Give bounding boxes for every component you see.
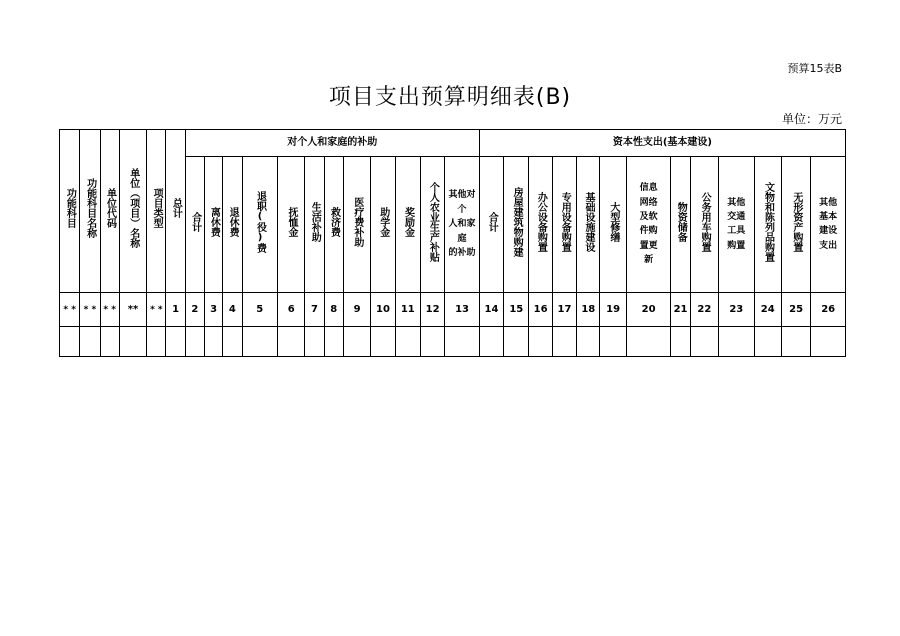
data-cell <box>305 327 324 357</box>
data-cell <box>147 327 166 357</box>
data-cell <box>278 327 305 357</box>
index-number: 13 <box>445 293 480 327</box>
index-number: 17 <box>552 293 576 327</box>
index-cell: * * <box>60 293 80 327</box>
index-number: 14 <box>479 293 503 327</box>
data-cell <box>754 327 781 357</box>
header-g2-other-vehicles: 其他 交通 工具 购置 <box>719 157 754 293</box>
data-cell <box>80 327 100 357</box>
header-g1-other: 其他对个 人和家庭 的补助 <box>445 157 480 293</box>
index-number: 22 <box>690 293 718 327</box>
data-cell <box>600 327 626 357</box>
data-cell <box>185 327 204 357</box>
data-cell <box>690 327 718 357</box>
index-number: 3 <box>205 293 223 327</box>
data-row <box>60 327 846 357</box>
header-g1-retired: 离休费 <box>205 157 223 293</box>
budget-table <box>59 129 846 357</box>
data-cell <box>205 327 223 357</box>
index-number: 18 <box>577 293 600 327</box>
index-number: 19 <box>600 293 626 327</box>
data-cell <box>529 327 552 357</box>
data-cell <box>811 327 846 357</box>
header-g2-total: 合计 <box>479 157 503 293</box>
data-cell <box>577 327 600 357</box>
data-cell <box>395 327 420 357</box>
index-row <box>60 293 846 327</box>
index-number: 16 <box>529 293 552 327</box>
data-cell <box>100 327 119 357</box>
index-number: 23 <box>719 293 754 327</box>
data-cell <box>223 327 242 357</box>
index-number: 21 <box>671 293 690 327</box>
header-project-type: 项目类型 <box>147 130 166 293</box>
index-number: 2 <box>185 293 204 327</box>
index-number: 6 <box>278 293 305 327</box>
index-number: 4 <box>223 293 242 327</box>
data-cell <box>552 327 576 357</box>
index-number: 15 <box>504 293 529 327</box>
index-number: 20 <box>626 293 671 327</box>
header-g1-agri-subsidy: 个人农业生产补贴 <box>420 157 444 293</box>
header-g2-official-car: 公务用车购置 <box>690 157 718 293</box>
header-g2-relics: 文物和陈列品购置 <box>754 157 781 293</box>
header-g2-office-equipment: 办公设备购置 <box>529 157 552 293</box>
index-number: 24 <box>754 293 781 327</box>
header-g2-other-construction: 其他 基本 建设 支出 <box>811 157 846 293</box>
header-unit-code: 单位代码 <box>100 130 119 293</box>
index-number: 1 <box>166 293 185 327</box>
data-cell <box>781 327 810 357</box>
index-number: 8 <box>324 293 343 327</box>
data-cell <box>445 327 480 357</box>
data-cell <box>166 327 185 357</box>
page-title: 项目支出预算明细表(B) <box>328 85 572 110</box>
index-number: 7 <box>305 293 324 327</box>
header-g1-medical: 医疗费补助 <box>343 157 370 293</box>
index-cell: * * <box>80 293 100 327</box>
header-g1-total: 合计 <box>185 157 204 293</box>
data-cell <box>671 327 690 357</box>
index-number: 12 <box>420 293 444 327</box>
header-func-name: 功能科目名称 <box>80 130 100 293</box>
index-cell: * * <box>147 293 166 327</box>
header-g2-major-repair: 大型修缮 <box>600 157 626 293</box>
data-cell <box>479 327 503 357</box>
index-cell: ** <box>119 293 146 327</box>
form-number: 预算15表B <box>787 62 842 75</box>
data-cell <box>626 327 671 357</box>
index-number: 26 <box>811 293 846 327</box>
index-number: 9 <box>343 293 370 327</box>
header-g1-scholarship: 助学金 <box>371 157 395 293</box>
header-g2-material-reserve: 物资储备 <box>671 157 690 293</box>
header-g1-pension: 退休费 <box>223 157 242 293</box>
index-number: 5 <box>242 293 277 327</box>
header-g2-buildings: 房屋建筑物购建 <box>504 157 529 293</box>
unit-label: 单位：万元 <box>781 112 842 126</box>
data-cell <box>343 327 370 357</box>
data-cell <box>60 327 80 357</box>
index-number: 11 <box>395 293 420 327</box>
data-cell <box>242 327 277 357</box>
data-cell <box>719 327 754 357</box>
header-g1-living-subsidy: 生活补助 <box>305 157 324 293</box>
data-cell <box>371 327 395 357</box>
data-cell <box>324 327 343 357</box>
header-g1-bonus: 奖励金 <box>395 157 420 293</box>
header-g1-relief: 救济费 <box>324 157 343 293</box>
header-g2-infrastructure: 基础设施建设 <box>577 157 600 293</box>
header-g2-special-equipment: 专用设备购置 <box>552 157 576 293</box>
header-g1-compensation: 抚恤金 <box>278 157 305 293</box>
header-group-personal-subsidy: 对个人和家庭的补助 <box>185 130 479 157</box>
index-number: 25 <box>781 293 810 327</box>
header-g2-it-software: 信息 网络 及软 件购 置更 新 <box>626 157 671 293</box>
index-number: 10 <box>371 293 395 327</box>
header-g1-resignation: 退职(役)费 <box>242 157 277 293</box>
header-unit-name: 单位（项目）名称 <box>119 130 146 293</box>
header-grand-total: 总计 <box>166 130 185 293</box>
header-group-capital-expense: 资本性支出(基本建设) <box>479 130 845 157</box>
index-cell: * * <box>100 293 119 327</box>
data-cell <box>119 327 146 357</box>
header-func-code: 功能科目 <box>60 130 80 293</box>
header-g2-intangible-assets: 无形资产购置 <box>781 157 810 293</box>
data-cell <box>420 327 444 357</box>
data-cell <box>504 327 529 357</box>
